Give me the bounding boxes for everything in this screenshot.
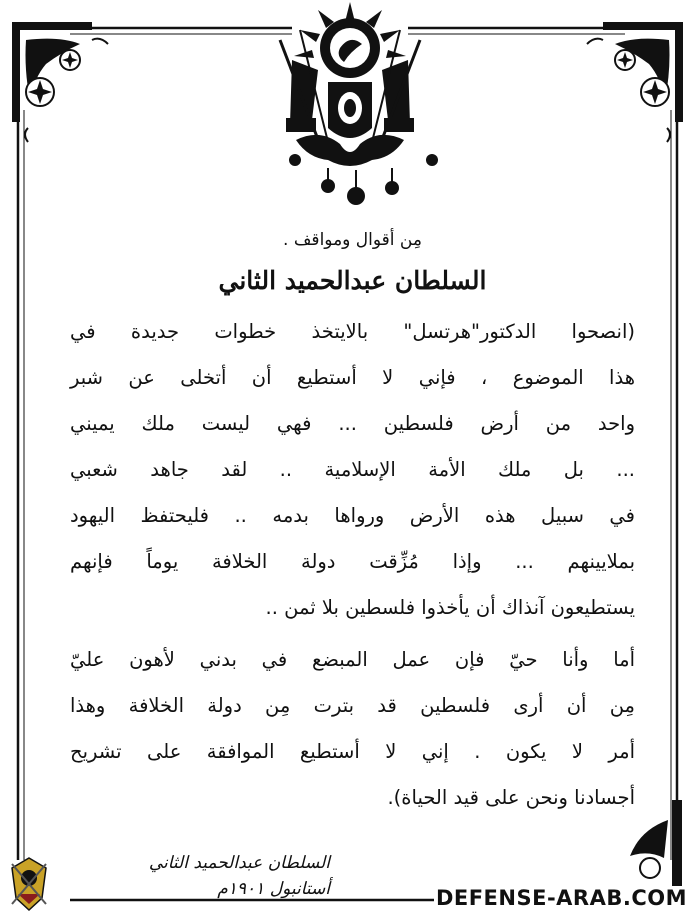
text-line: يستطيعون آنذاك أن يأخذوا فلسطين بلا ثمن .. [265,596,635,619]
document-title: السلطان عبدالحميد الثاني [218,266,487,295]
corner-ornament-bottom-right [630,800,682,890]
defense-arab-logo-icon [6,854,52,914]
text-line: (انصحوا الدكتور"هرتسل" بالايتخذ خطوات جديدة في [70,320,635,343]
watermark-text: DEFENSE-ARAB.COM [435,886,687,910]
text-line: أما وأنا حيّ فإن عمل المبضع في بدني لأهون عليّ [70,648,635,671]
text-line: ... بل ملك الأمة الإسلامية .. لقد جاهد شعبي [70,458,635,481]
text-line: بملايينهم ... وإذا مُزِّقت دولة الخلافة يوماً فإنهم [70,550,635,573]
corner-ornament-top-left [12,22,108,142]
text-line: أجسادنا ونحن على قيد الحياة). [387,786,635,809]
document-text [70,230,635,821]
text-line: مِن أن أرى فلسطين قد بترت مِن دولة الخلافة وهذا [70,694,635,717]
corner-ornament-top-right [587,22,683,142]
ottoman-coat-of-arms-emblem [280,2,438,205]
document-subtitle: مِن أقوال ومواقف . [283,230,422,250]
text-line: أمر لا يكون . إني لا أستطيع الموافقة على تشريح [70,740,635,763]
text-line: هذا الموضوع ، فإني لا أستطيع أن أتخلى عن شبر [70,366,635,389]
signature-name: السلطان عبدالحميد الثاني [148,853,330,873]
text-line: واحد من أرض فلسطين ... فهي ليست ملك يميني [70,412,635,435]
signature-place-date: أستانبول ١٩٠١م [217,879,330,899]
text-line: في سبيل هذه الأرض ورواها بدمه .. فليحتفظ اليهود [70,504,635,527]
signature-block [149,850,330,902]
